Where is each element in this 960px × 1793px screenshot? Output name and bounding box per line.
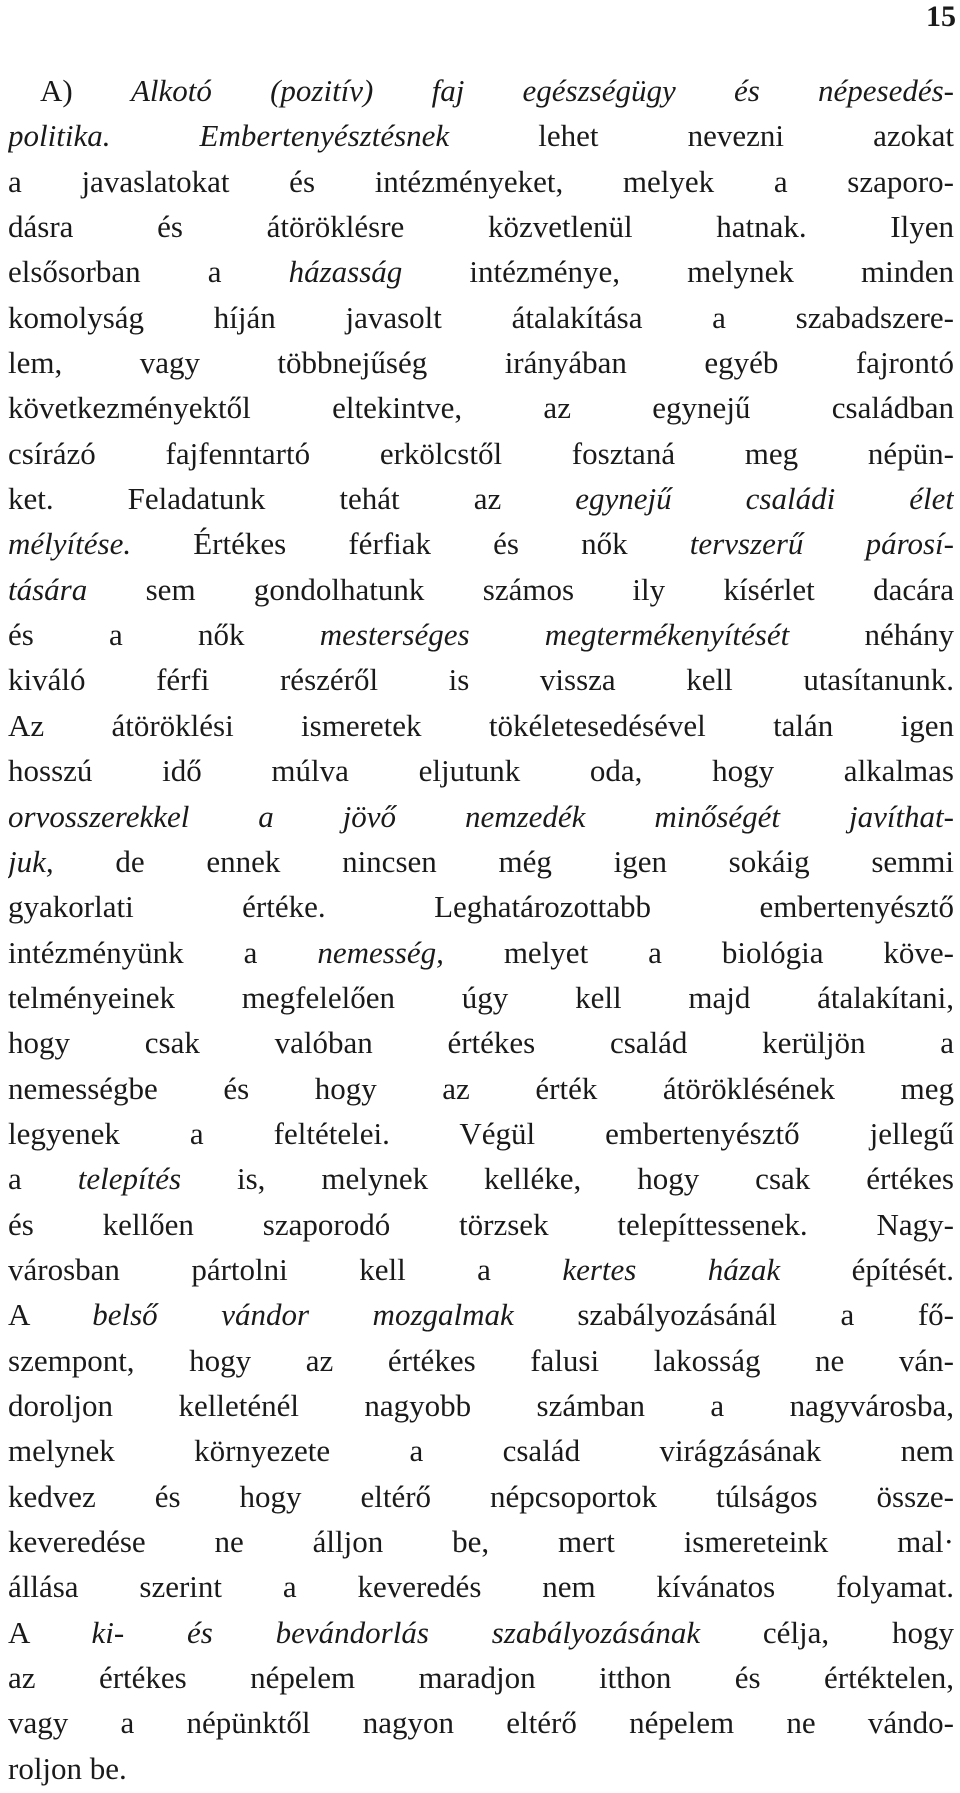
italic-text: politika. Embertenyésztésnek bbox=[8, 118, 450, 154]
text-line bbox=[8, 1338, 954, 1383]
text-line bbox=[8, 113, 954, 158]
text-run: legyenek a feltételei. Végül embertenyésztő jellegű bbox=[8, 1115, 954, 1151]
text-line bbox=[8, 1383, 954, 1428]
text-line bbox=[8, 703, 954, 748]
italic-text: kertes házak bbox=[562, 1251, 781, 1287]
text-line bbox=[8, 930, 954, 975]
text-line bbox=[8, 385, 954, 430]
text-run: és a nők bbox=[8, 617, 320, 653]
text-line bbox=[8, 1474, 954, 1519]
text-run: ket. Feladatunk tehát az bbox=[8, 481, 576, 517]
text-run: kiváló férfi részéről is vissza kell utasítanunk. bbox=[8, 662, 954, 698]
text-line bbox=[8, 295, 954, 340]
text-line bbox=[8, 159, 954, 204]
text-run: és kellően szaporodó törzsek telepíttessenek. Nagy- bbox=[8, 1206, 954, 1242]
text-line bbox=[8, 1020, 954, 1065]
text-run: intézményünk a bbox=[8, 934, 318, 970]
text-line bbox=[8, 1292, 954, 1337]
text-run: lem, vagy többnejűség irányában egyéb fajrontó bbox=[8, 345, 954, 381]
text-line bbox=[8, 1156, 954, 1201]
text-line bbox=[8, 1519, 954, 1564]
italic-text: ki- és bevándorlás szabályozásának bbox=[91, 1614, 701, 1650]
text-run: Értékes férfiak és nők bbox=[131, 526, 690, 562]
text-line bbox=[8, 794, 954, 839]
text-line bbox=[8, 657, 954, 702]
text-run: melyet a biológia köve- bbox=[443, 934, 954, 970]
italic-text: mélyítése. bbox=[8, 526, 132, 562]
text-run: intézménye, melynek minden bbox=[402, 254, 954, 290]
text-run: következményektől eltekintve, az egynejű családban bbox=[8, 390, 954, 426]
text-line bbox=[8, 1655, 954, 1700]
text-line bbox=[8, 612, 954, 657]
text-run: állása szerint a keveredés nem kívánatos folyamat. bbox=[8, 1569, 954, 1605]
text-line bbox=[8, 340, 954, 385]
text-run: komolyság híján javasolt átalakítása a szabadszere- bbox=[8, 299, 954, 335]
text-line bbox=[8, 249, 954, 294]
text-run: a bbox=[8, 1161, 78, 1197]
text-line bbox=[8, 1111, 954, 1156]
italic-text: belső vándor mozgalmak bbox=[92, 1297, 514, 1333]
italic-text: tervszerű párosí- bbox=[689, 526, 954, 562]
text-run: de ennek nincsen még igen sokáig semmi bbox=[53, 843, 954, 879]
page-number: 15 bbox=[926, 0, 956, 33]
text-line bbox=[8, 1066, 954, 1111]
italic-text: mesterséges megtermékenyítését bbox=[319, 617, 790, 653]
text-run: csírázó fajfenntartó erkölcstől fosztaná meg népün- bbox=[8, 435, 954, 471]
text-run: a javaslatokat és intézményeket, melyek a szaporo- bbox=[8, 163, 954, 199]
text-run: néhány bbox=[789, 617, 954, 653]
text-line bbox=[8, 884, 954, 929]
text-run: elsősorban a bbox=[8, 254, 289, 290]
text-line bbox=[8, 1610, 954, 1655]
text-line bbox=[8, 521, 954, 566]
text-line bbox=[8, 567, 954, 612]
text-run: A) bbox=[40, 73, 131, 108]
text-line bbox=[8, 1700, 954, 1745]
italic-text: Alkotó (pozitív) faj egészségügy és népesedés- bbox=[130, 73, 954, 108]
italic-text: telepítés bbox=[77, 1161, 182, 1197]
text-run: szempont, hogy az értékes falusi lakosság ne ván- bbox=[8, 1342, 954, 1378]
text-line bbox=[8, 1746, 954, 1791]
text-line bbox=[8, 1202, 954, 1247]
text-run: hosszú idő múlva eljutunk oda, hogy alkalmas bbox=[8, 753, 954, 789]
text-run: A bbox=[8, 1614, 92, 1650]
text-run: is, melynek kelléke, hogy csak értékes bbox=[181, 1161, 954, 1197]
text-run: dásra és átöröklésre közvetlenül hatnak. Ilyen bbox=[8, 209, 954, 245]
italic-text: tására bbox=[8, 571, 88, 607]
text-line bbox=[8, 1564, 954, 1609]
text-run: lehet nevezni azokat bbox=[449, 118, 954, 154]
text-line bbox=[8, 476, 954, 521]
body-paragraph bbox=[8, 68, 954, 1791]
italic-text: egynejű családi élet bbox=[575, 481, 954, 517]
text-run: hogy csak valóban értékes család kerüljön a bbox=[8, 1025, 954, 1061]
text-run: A bbox=[8, 1297, 93, 1333]
italic-text: orvosszerekkel a jövő nemzedék minőségét javíthat- bbox=[8, 798, 954, 834]
text-run: melynek környezete a család virágzásának nem bbox=[8, 1433, 954, 1469]
italic-text: nemesség, bbox=[317, 934, 444, 970]
text-run: keveredése ne álljon be, mert ismereteink mal· bbox=[8, 1524, 954, 1559]
text-run: doroljon kelleténél nagyobb számban a nagyvárosba, bbox=[8, 1387, 954, 1423]
text-line bbox=[8, 975, 954, 1020]
italic-text: házasság bbox=[288, 254, 403, 290]
text-run: roljon be. bbox=[8, 1750, 127, 1786]
text-run: vagy a népünktől nagyon eltérő népelem ne vándo- bbox=[8, 1705, 954, 1741]
text-run: az értékes népelem maradjon itthon és értéktelen, bbox=[8, 1660, 954, 1696]
text-line bbox=[8, 431, 954, 476]
text-run: telményeinek megfelelően úgy kell majd átalakítani, bbox=[8, 979, 954, 1015]
text-run: városban pártolni kell a bbox=[8, 1251, 563, 1287]
text-line bbox=[8, 204, 954, 249]
text-line bbox=[8, 68, 954, 113]
text-line bbox=[8, 1247, 954, 1292]
text-run: Az átöröklési ismeretek tökéletesedésével talán igen bbox=[8, 707, 954, 743]
text-run: sem gondolhatunk számos ily kísérlet dacára bbox=[87, 571, 954, 607]
text-line bbox=[8, 748, 954, 793]
text-line bbox=[8, 839, 954, 884]
text-run: nemességbe és hogy az érték átöröklésének meg bbox=[8, 1070, 954, 1106]
text-run: gyakorlati értéke. Leghatározottabb embertenyésztő bbox=[8, 889, 954, 925]
text-run: kedvez és hogy eltérő népcsoportok túlságos össze- bbox=[8, 1478, 954, 1514]
text-run: szabályozásánál a fő- bbox=[513, 1297, 954, 1333]
text-run: építését. bbox=[780, 1251, 954, 1287]
italic-text: juk, bbox=[8, 843, 54, 879]
text-line bbox=[8, 1428, 954, 1473]
text-run: célja, hogy bbox=[700, 1614, 954, 1650]
